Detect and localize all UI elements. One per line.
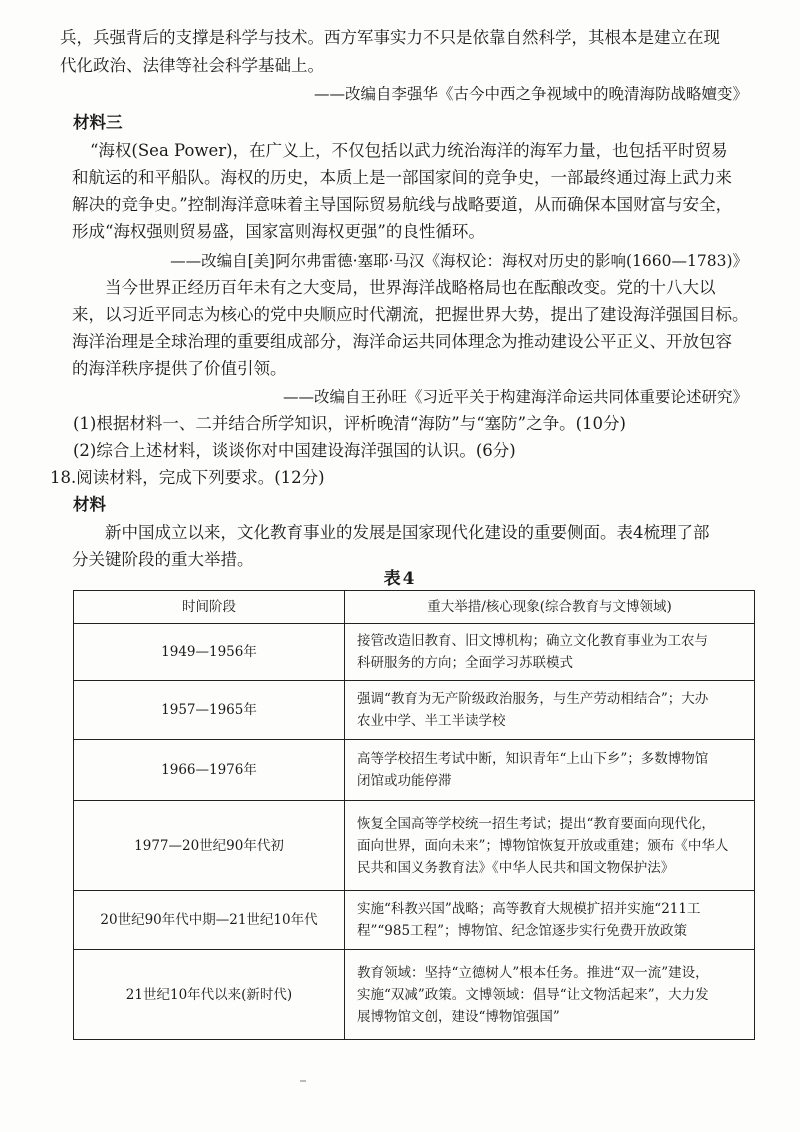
row-measures-line: 强调“教育为无产阶级政治服务，与生产劳动相结合”；大办 bbox=[357, 691, 709, 707]
material-3-line-4: 形成“海权强则贸易盛，国家富则海权更强”的良性循环。 bbox=[72, 222, 485, 241]
row-measures bbox=[345, 950, 755, 1040]
source-citation-1: ——改编自李强华《古今中西之争视域中的晚清海防战略嬗变》 bbox=[313, 85, 748, 103]
row-period: 1949—1956年 bbox=[74, 624, 345, 681]
material-3-p2-line-3: 海洋治理是全球治理的重要组成部分，海洋命运共同体理念为推动建设公平正义、开放包容 bbox=[72, 332, 732, 351]
row-measures-line: 高等学校招生考试中断，知识青年“上山下乡”；多数博物馆 bbox=[357, 751, 709, 767]
row-period: 20世纪90年代中期—21世纪10年代 bbox=[74, 891, 345, 950]
question-17-1: (1)根据材料一、二并结合所学知识，评析晚清“海防”与“塞防”之争。(10分) bbox=[73, 414, 626, 433]
row-period: 1977—20世纪90年代初 bbox=[74, 801, 345, 891]
table-row bbox=[74, 740, 755, 801]
material-3-line-1: “海权(Sea Power)，在广义上，不仅包括以武力统治海洋的海军力量，也包括平时贸易 bbox=[90, 141, 728, 160]
question-18-para-line-2: 分关键阶段的重大举措。 bbox=[72, 550, 254, 569]
material-3-p2-line-4: 的海洋秩序提供了价值引领。 bbox=[72, 359, 287, 378]
material-3-heading: 材料三 bbox=[73, 113, 123, 132]
row-measures-line: 实施“科教兴国”战略；高等教育大规模扩招并实施“211工 bbox=[357, 901, 701, 917]
material-3-p2-line-2: 来，以习近平同志为核心的党中央顺应时代潮流，把握世界大势，提出了建设海洋强国目标。 bbox=[72, 305, 749, 324]
row-measures-line: 教育领域：坚持“立德树人”根本任务。推进“双一流”建设， bbox=[357, 964, 709, 981]
row-measures-line: 闭馆或功能停滞 bbox=[357, 773, 452, 789]
row-measures bbox=[345, 801, 755, 891]
row-measures bbox=[345, 681, 755, 740]
source-citation-3: ——改编自王孙旺《习近平关于构建海洋命运共同体重要论述研究》 bbox=[282, 388, 748, 406]
page-mark bbox=[300, 1080, 306, 1082]
header-period: 时间阶段 bbox=[74, 591, 345, 624]
row-measures-line: 展博物馆文创，建设“博物馆强国” bbox=[357, 1008, 560, 1025]
row-measures-line: 农业中学、半工半读学校 bbox=[357, 713, 506, 729]
row-measures-line: 恢复全国高等学校统一招生考试；提出“教育要面向现代化， bbox=[357, 815, 715, 832]
question-17-2: (2)综合上述材料，谈谈你对中国建设海洋强国的认识。(6分) bbox=[73, 441, 516, 460]
row-measures-line: 接管改造旧教育、旧文博机构；确立文化教育事业为工农与 bbox=[357, 633, 708, 649]
row-measures-line: 面向世界，面向未来”；博物馆恢复开放或重建；颁布《中华人 bbox=[357, 837, 729, 854]
row-period: 1957—1965年 bbox=[74, 681, 345, 740]
source-citation-2: ——改编自[美]阿尔弗雷德·塞耶·马汉《海权论：海权对历史的影响(1660—1783)》 bbox=[170, 252, 748, 270]
table-row bbox=[74, 891, 755, 950]
row-measures bbox=[345, 891, 755, 950]
question-18-title: 18.阅读材料，完成下列要求。(12分) bbox=[50, 468, 325, 487]
question-18-material-label: 材料 bbox=[73, 495, 106, 514]
table-row bbox=[74, 624, 755, 681]
row-period: 21世纪10年代以来(新时代) bbox=[74, 950, 345, 1040]
material-3-line-2: 和航运的和平船队。海权的历史，本质上是一部国家间的竞争史，一部最终通过海上武力来 bbox=[72, 168, 732, 187]
table-title: 表4 bbox=[383, 569, 417, 589]
row-measures-line: 民共和国义务教育法》《中华人民共和国文物保护法》 bbox=[357, 859, 675, 876]
row-measures bbox=[345, 624, 755, 681]
question-18-para-line-1: 新中国成立以来，文化教育事业的发展是国家现代化建设的重要侧面。表4梳理了部 bbox=[105, 523, 710, 542]
row-measures-line: 实施“双减”政策。文博领域：倡导“让文物活起来”，大力发 bbox=[357, 986, 709, 1003]
row-period: 1966—1976年 bbox=[74, 740, 345, 801]
intro-line-2: 代化政治、法律等社会科学基础上。 bbox=[60, 56, 324, 75]
intro-line-1: 兵，兵强背后的支撑是科学与技术。西方军事实力不只是依靠自然科学，其根本是建立在现 bbox=[60, 28, 720, 47]
row-measures-line: 科研服务的方向；全面学习苏联模式 bbox=[357, 655, 573, 671]
table-row bbox=[74, 681, 755, 740]
row-measures bbox=[345, 740, 755, 801]
measures-table bbox=[73, 590, 755, 1040]
row-measures-line: 程”“985工程”；博物馆、纪念馆逐步实行免费开放政策 bbox=[357, 923, 687, 939]
table-row bbox=[74, 801, 755, 891]
table-row bbox=[74, 950, 755, 1040]
table-header-row bbox=[74, 591, 755, 624]
material-3-line-3: 解决的竞争史。”控制海洋意味着主导国际贸易航线与战略要道，从而确保本国财富与安全， bbox=[72, 195, 733, 214]
material-3-p2-line-1: 当今世界正经历百年未有之大变局，世界海洋战略格局也在酝酿改变。党的十八大以 bbox=[105, 278, 716, 297]
header-measures: 重大举措/核心现象(综合教育与文博领域) bbox=[345, 591, 755, 624]
